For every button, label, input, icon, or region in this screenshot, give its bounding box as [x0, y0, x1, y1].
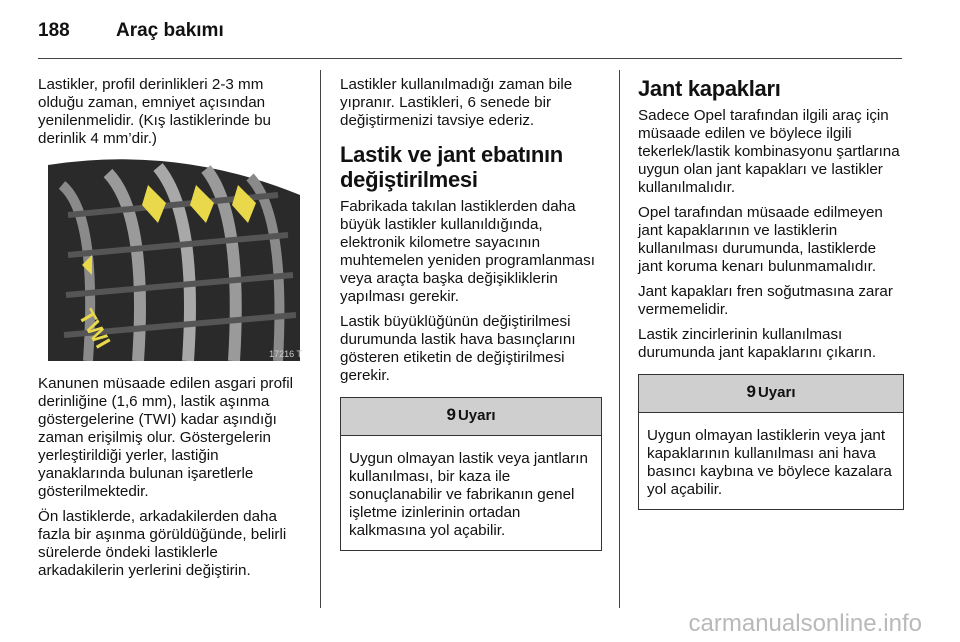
column-divider-1 — [320, 70, 321, 608]
paragraph: Fabrikada takılan lastiklerden daha büyük lastikler kullanıldığında, elektronik kilometre sayacının muhtemelen yeniden programlanması veya araçta başka değişikliklerin yapılması gerekir. — [340, 198, 595, 305]
paragraph: Lastik zincirlerinin kullanılması durumunda jant kapaklarını çıkarın. — [638, 326, 877, 361]
warning-header — [341, 398, 601, 436]
column-2 — [340, 76, 602, 551]
warning-text: Uygun olmayan lastiklerin veya jant kapaklarının kullanılması ani hava basıncı kaybına ve böylece kazalara yol açabilir. — [647, 427, 892, 498]
header-rule — [38, 58, 902, 59]
page-title: Araç bakımı — [116, 20, 224, 41]
warning-title: Uyarı — [757, 384, 796, 401]
warning-header — [639, 375, 903, 413]
column-divider-2 — [619, 70, 620, 608]
section-heading: Lastik ve jant ebatının değiştirilmesi — [340, 142, 563, 192]
warning-box — [340, 397, 602, 551]
paragraph: Ön lastiklerde, arkadakilerden daha fazla bir aşınma görüldüğünde, belirli sürelerde öndeki lastiklerle arkadakilerin yerlerini değiştirin. — [38, 508, 287, 579]
warning-title: Uyarı — [457, 407, 496, 424]
paragraph: Lastikler, profil derinlikleri 2-3 mm olduğu zaman, emniyet açısından yenilenmelidir. (Kış lastiklerinde bu derinlik 4 mm’dir.) — [38, 76, 271, 147]
page-header — [38, 20, 224, 42]
paragraph: Sadece Opel tarafından ilgili araç için müsaade edilen ve böylece ilgili tekerlek/lastik kombinasyonu şartlarına uygun olan jant kapakları ve lastikler kullanılmalıdır. — [638, 107, 900, 196]
paragraph: Opel tarafından müsaade edilmeyen jant kapaklarının ve lastiklerin kullanılması durumunda, lastiklerde jant koruma kenarı bulunmamalıdır. — [638, 204, 883, 275]
column-3 — [638, 76, 904, 510]
warning-icon: 9 — [446, 405, 456, 424]
watermark: carmanualsonline.info — [688, 610, 922, 637]
page-number: 188 — [38, 20, 70, 41]
warning-box — [638, 374, 904, 510]
tire-tread-wear-indicator-illustration — [38, 155, 306, 361]
warning-text: Uygun olmayan lastik veya jantların kullanılması, bir kaza ile sonuçlanabilir ve fabrikanın genel işletme izinlerinin ortadan kalkmasına yol açabilir. — [349, 450, 588, 539]
section-heading: Jant kapakları — [638, 76, 781, 101]
twi-label: TWI — [73, 305, 116, 353]
column-1 — [38, 76, 306, 587]
paragraph: Lastik büyüklüğünün değiştirilmesi durumunda lastik hava basınçlarını gösteren etiketin de değiştirilmesi gerekir. — [340, 313, 576, 384]
warning-icon: 9 — [746, 382, 756, 401]
paragraph: Jant kapakları fren soğutmasına zarar vermemelidir. — [638, 283, 893, 318]
figure-code: 17216 T — [269, 349, 302, 359]
paragraph: Kanunen müsaade edilen asgari profil derinliğine (1,6 mm), lastik aşınma göstergelerine (TWI) kadar aşındığı zaman erişilmiş olur. Göstergelerin yerleştirildiği yerler, lastiğin yanaklarında bulunan işaretlerle gösterilmektedir. — [38, 375, 293, 500]
paragraph: Lastikler kullanılmadığı zaman bile yıpranır. Lastikleri, 6 senede bir değiştirmenizi tavsiye ederiz. — [340, 76, 573, 129]
